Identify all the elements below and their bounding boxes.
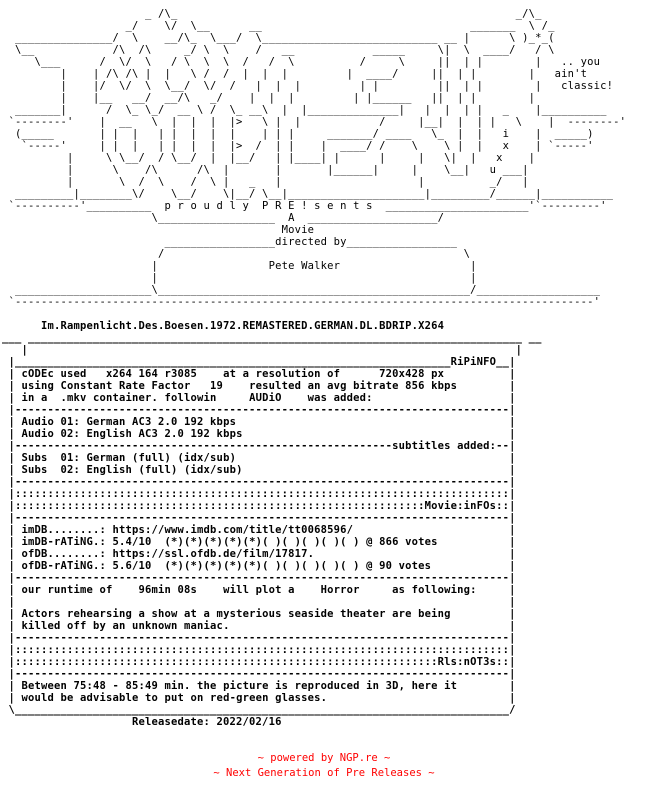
nfo-body: Im.Rampenlicht.Des.Boesen.1972.REMASTERED.GERMAN.DL.BDRIP.X264 ___ ____________________________________________________________________________ __ | | |___________________________________________________________________RiPiNFO__| | cODEc used x264 164 r3085 at a resolution of 720x428 px | | using Constant Rate Factor 19 resulted an avg bitrate 856 kbps | | in a .mkv container. followin AUDiO was added: | |----------------------------------------------------------------------------| | Audio 01: German AC3 2.0 192 kbps | | Audio 02: English AC3 2.0 192 kbps | |----------------------------------------------------------subtitles added:--| | Subs 01: German (full) (idx/sub) | | Subs 02: English (full) (idx/sub) | |----------------------------------------------------------------------------| |::::::::::::::::::::::::::::::::::::::::::::::::::::::::::::::::::::::::::::| |:::::::::::::::::::::::::::::::::::::::::::::::::::::::::::::::Movie:inFOs::| |----------------------------------------------------------------------------| | imDB........: https://www.imdb.com/title/tt0068596/ | | imDB-rATiNG.: 5.4/10 (*)(*)(*)(*)(*)( )( )( )( )( ) @ 866 votes | | ofDB........: https://ssl.ofdb.de/film/17817. | | ofDB-rATiNG.: 5.6/10 (*)(*)(*)(*)(*)( )( )( )( )( ) @ 90 votes | |----------------------------------------------------------------------------| | our runtime of 96min 08s will plot a Horror as following: | | | | Actors rehearsing a show at a mysterious seaside theater are being | | killed off by an unknown maniac. | |----------------------------------------------------------------------------| |::::::::::::::::::::::::::::::::::::::::::::::::::::::::::::::::::::::::::::| |:::::::::::::::::::::::::::::::::::::::::::::::::::::::::::::::::Rls:nOT3s::| |----------------------------------------------------------------------------| | Between 75:48 - 85:49 min. the picture is reproduced in 3D, here it | | would be advisable to put on red-green glasses. | \____________________________________________________________________________/ Releasedate: 2022/02/16 (2, 320, 542, 728)
art-line: `-----' | | | | | | | |> / | | | ____/ / \ \ | | x | `-----' (2, 140, 594, 152)
subtitles-header: subtitles added: (392, 440, 497, 452)
art-line: \__________________ A ____________________/ (2, 212, 445, 224)
audio-track: Audio 02: English AC3 2.0 192 kbps (21, 428, 503, 440)
codec-line: cODEc used x264 164 r3085 at a resolution of 720x428 px (21, 368, 503, 380)
art-line: _______| / \_ \_/ __ \ / \_ __\ | |______________| | | | | _ |__________ (2, 104, 607, 116)
art-line: (_____ | | | | | | | | | | | _______/ ____ \_ | | i | _____) (2, 128, 594, 140)
art-line: _________________directed by_________________ (2, 236, 458, 248)
imdb-link: imDB........: https://www.imdb.com/title/tt0068596/ (21, 524, 503, 536)
art-line: \__ /\ /\ _/ \ \ / __ _____ \| \ ____/ / \ (2, 44, 555, 56)
art-line: | \ /\ /\ | | |______| | \__| u ___| (2, 164, 529, 176)
art-line: | Pete Walker | (2, 260, 477, 272)
ofdb-rating: ofDB-rATiNG.: 5.6/10 (*)(*)(*)(*)(*)( )( )( )( )( ) @ 90 votes (21, 560, 503, 572)
art-line: / \ (2, 248, 471, 260)
crf-line: using Constant Rate Factor 19 resulted an avg bitrate 856 kbps (21, 380, 503, 392)
subtitle-track: Subs 02: English (full) (idx/sub) (21, 464, 503, 476)
art-line: \___ / \/ \ / \ \ \ / / \ / \ || | | | .. you (2, 56, 601, 68)
art-line: `-----------------------------------------------------------------------------------------' (2, 296, 601, 308)
footer-tagline: ~ Next Generation of Pre Releases ~ (213, 767, 435, 779)
art-line: _/ \/ \__ __ _______ \ /_ (2, 20, 555, 32)
art-line: | |/ \/ \ \__/ \/ / | | | | | || | | | classic! (2, 80, 614, 92)
art-line: | | (2, 272, 477, 284)
art-line: | |__ __/ __/\ _/ | | | | |______ || | | | (2, 92, 536, 104)
container-line: in a .mkv container. followin AUDiO was added: (21, 392, 503, 404)
plot-line: Actors rehearsing a show at a mysterious seaside theater are being (21, 608, 503, 620)
ripinfo-header: RiPiNFO (450, 356, 497, 368)
art-line: `--------' | __ \ | | | |> \ | | / |__| | | | \ | --------' (2, 116, 627, 128)
release-title: Im.Rampenlicht.Des.Boesen.1972.REMASTERED.GERMAN.DL.BDRIP.X264 (41, 320, 445, 332)
art-line: _________|________\/ \__/ \|__/ \__|_____________________|_________/______|___________ (2, 188, 614, 200)
art-line: _______________/ \ __/\_ \___/ \___________________________ __ | \ )_*_( (2, 32, 555, 44)
nfo-document (2, 8, 646, 728)
footer-powered-by: ~ powered by NGP.re ~ (257, 752, 391, 764)
ofdb-link: ofDB........: https://ssl.ofdb.de/film/17817. (21, 548, 503, 560)
art-line: Movie (2, 224, 315, 236)
release-date: Releasedate: 2022/02/16 (132, 716, 282, 728)
art-line: | \ \__/ / \__/ | |__/ | |____| | | | \| | x | (2, 152, 536, 164)
art-line: `----------'__________ p r o u d l y P R E ! s e n t s ______________________'`---------' (2, 200, 607, 212)
runtime-line: our runtime of 96min 08s will plot a Horror as following: (21, 584, 503, 596)
movie-infos-header: Movie:inFOs (424, 500, 497, 512)
art-line: | | /\ /\ | | \ / / | | | | ____/ || | | | ain't (2, 68, 588, 80)
art-line: | \ / \ / \ | _ | | _/ | (2, 176, 529, 188)
subtitle-track: Subs 01: German (full) (idx/sub) (21, 452, 503, 464)
art-line: _____________________\________________________________________________/___________________ (2, 284, 601, 296)
rls-notes-header: Rls:nOT3s (437, 656, 497, 668)
rls-notes-line: Between 75:48 - 85:49 min. the picture is reproduced in 3D, here it (21, 680, 503, 692)
plot-line: killed off by an unknown maniac. (21, 620, 503, 632)
imdb-rating: imDB-rATiNG.: 5.4/10 (*)(*)(*)(*)(*)( )( )( )( )( ) @ 866 votes (21, 536, 503, 548)
ascii-logo-art (2, 8, 646, 308)
audio-track: Audio 01: German AC3 2.0 192 kbps (21, 416, 503, 428)
rls-notes-line: would be advisable to put on red-green glasses. (21, 692, 503, 704)
art-line: _ /\_ _/\_ (2, 8, 542, 20)
